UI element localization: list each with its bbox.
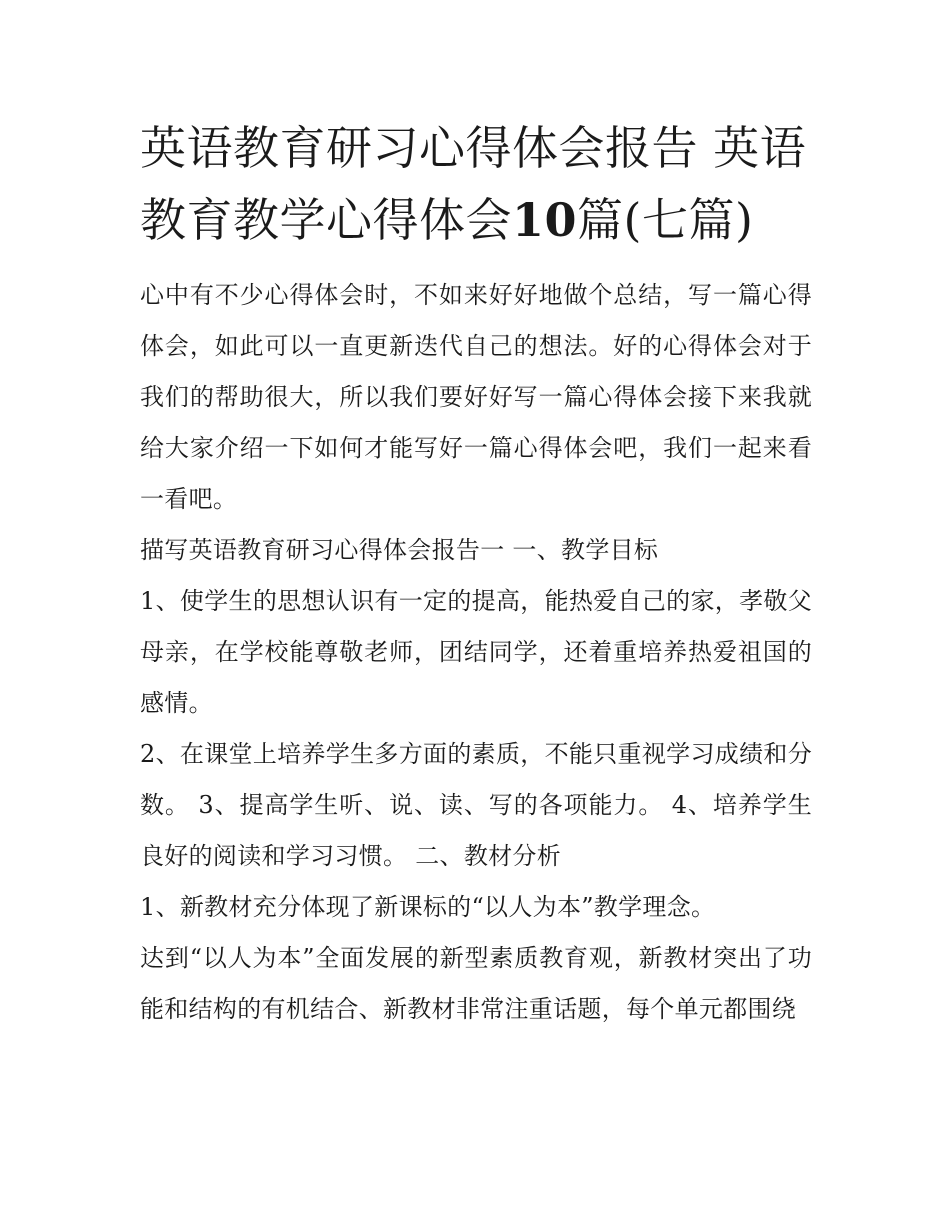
title-text-part1: 英语教育研习心得体会报告 英语教育教学心得体会 bbox=[140, 121, 807, 247]
analysis-item-1: 1、新教材充分体现了新课标的“以人为本”教学理念。 bbox=[140, 893, 716, 921]
title-text-part2: 篇(七篇) bbox=[577, 193, 754, 247]
intro-paragraph: 心中有不少心得体会时，不如来好好地做个总结，写一篇心得体会，如此可以一直更新迭代自己的想法。好的心得体会对于我们的帮助很大，所以我们要好好写一篇心得体会接下来我就给大家介绍一下如何才能写好一篇心得体会吧，我们一起来看一看吧。 bbox=[140, 281, 812, 513]
analysis-paragraph: 达到“以人为本”全面发展的新型素质教育观，新教材突出了功能和结构的有机结合、新教材非常注重话题，每个单元都围绕 bbox=[140, 944, 812, 1023]
section-heading-report-one: 描写英语教育研习心得体会报告一 一、教学目标 bbox=[140, 536, 659, 564]
document-page bbox=[140, 112, 812, 1035]
goal-item-1: 1、使学生的思想认识有一定的提高，能热爱自己的家，孝敬父母亲，在学校能尊敬老师，团结同学，还着重培养热爱祖国的感情。 bbox=[140, 587, 812, 717]
document-title bbox=[140, 112, 812, 256]
goal-items-2-4: 2、在课堂上培养学生多方面的素质，不能只重视学习成绩和分数。 3、提高学生听、说、读、写的各项能力。 4、培养学生良好的阅读和学习习惯。 二、教材分析 bbox=[140, 740, 812, 870]
title-number: 10 bbox=[512, 193, 578, 247]
